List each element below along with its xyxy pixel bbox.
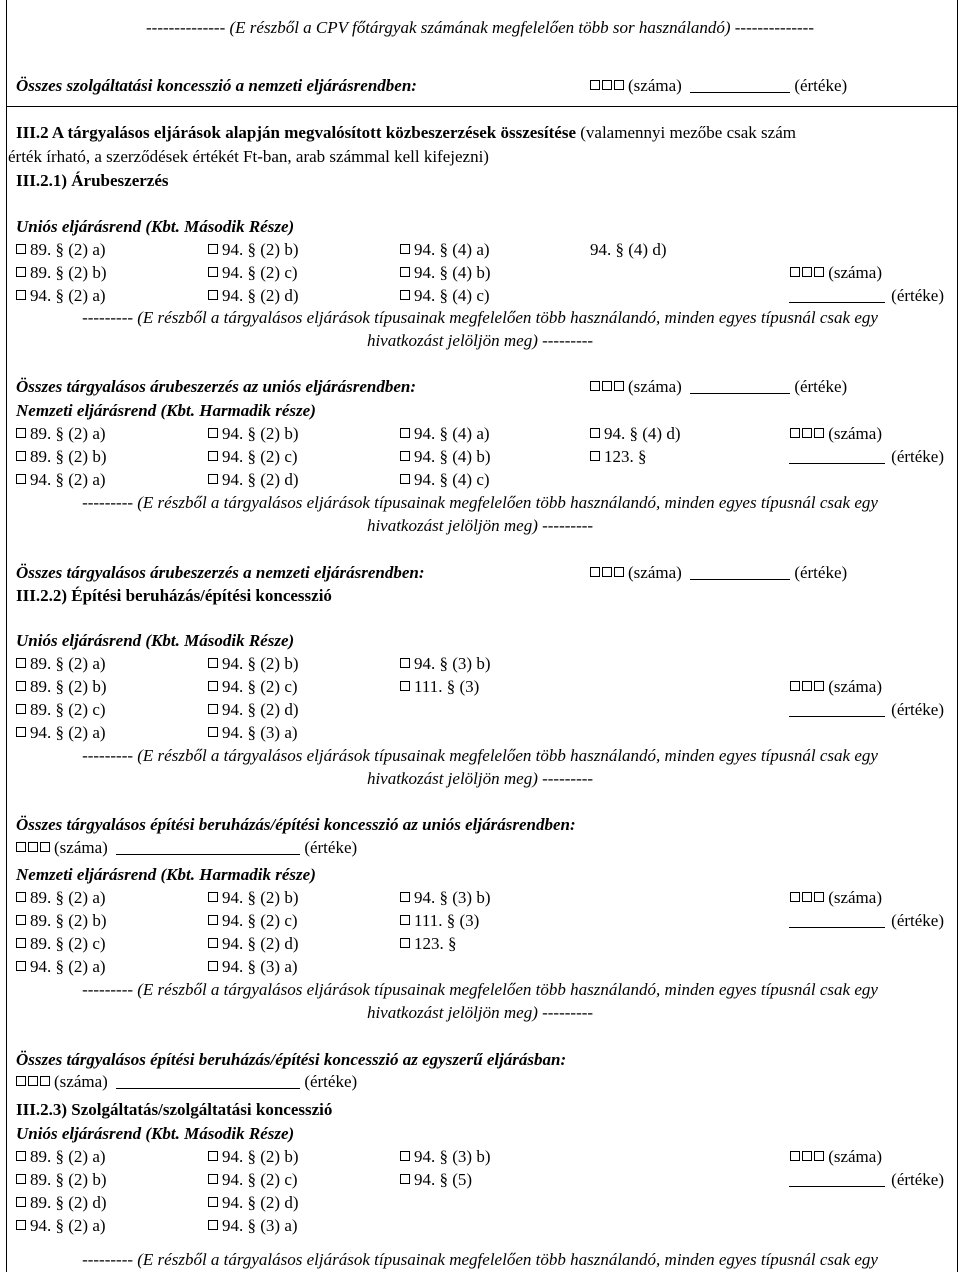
goods-eu-item[interactable]: 94. § (2) d)	[208, 286, 298, 306]
goods-eu-item: 94. § (4) d)	[590, 240, 667, 259]
services-eu-regime: Uniós eljárásrend (Kbt. Második Része)	[16, 1124, 295, 1143]
works-total-eu-fields: (száma) (értéke)	[16, 838, 357, 858]
goods-eu-value[interactable]: (értéke)	[789, 286, 944, 306]
goods-eu-item[interactable]: 94. § (4) a)	[400, 240, 490, 260]
frame-left	[6, 0, 7, 1272]
works-eu-item[interactable]: 94. § (3) b)	[400, 654, 490, 674]
works-nat-value[interactable]: (értéke)	[789, 911, 944, 931]
goods-total-eu-fields: (száma) (értéke)	[590, 377, 847, 397]
section-note-2: érték írható, a szerződések értékét Ft-ban, arab számmal kell kifejezni)	[8, 147, 489, 166]
goods-national-regime: Nemzeti eljárásrend (Kbt. Harmadik része)	[16, 401, 316, 420]
works-eu-item[interactable]: 94. § (2) b)	[208, 654, 298, 674]
goods-eu-item[interactable]: 89. § (2) a)	[16, 240, 106, 260]
repeat-note: hivatkozást jelöljön meg) ---------	[366, 331, 594, 350]
works-eu-item[interactable]: 89. § (2) a)	[16, 654, 106, 674]
goods-eu-item[interactable]: 94. § (4) b)	[400, 263, 490, 283]
goods-eu-item[interactable]: 94. § (2) b)	[208, 240, 298, 260]
works-nat-item[interactable]: 94. § (3) a)	[208, 957, 298, 977]
goods-eu-item[interactable]: 94. § (4) c)	[400, 286, 490, 306]
works-eu-item[interactable]: 94. § (2) c)	[208, 677, 298, 697]
works-title: III.2.2) Építési beruházás/építési koncesszió	[16, 586, 332, 605]
works-eu-item[interactable]: 89. § (2) b)	[16, 677, 106, 697]
works-nat-item[interactable]: 123. §	[400, 934, 457, 954]
works-nat-item[interactable]: 94. § (2) c)	[208, 911, 298, 931]
total-services-national-fields	[590, 76, 847, 96]
works-total-eu-label: Összes tárgyalásos építési beruházás/építési koncesszió az uniós eljárásrendben:	[16, 815, 576, 834]
goods-nat-item[interactable]: 94. § (2) a)	[16, 470, 106, 490]
value-field[interactable]	[690, 78, 790, 93]
works-nat-item[interactable]: 89. § (2) a)	[16, 888, 106, 908]
services-eu-item[interactable]: 94. § (2) b)	[208, 1147, 298, 1167]
section-divider	[6, 106, 958, 107]
goods-nat-item[interactable]: 94. § (4) b)	[400, 447, 490, 467]
services-title: III.2.3) Szolgáltatás/szolgáltatási koncesszió	[16, 1100, 333, 1119]
services-eu-item[interactable]: 94. § (2) a)	[16, 1216, 106, 1236]
goods-nat-value[interactable]: (értéke)	[789, 447, 944, 467]
works-eu-item[interactable]: 89. § (2) c)	[16, 700, 106, 720]
goods-nat-item[interactable]: 89. § (2) b)	[16, 447, 106, 467]
goods-eu-item[interactable]: 89. § (2) b)	[16, 263, 106, 283]
services-eu-item[interactable]: 89. § (2) d)	[16, 1193, 106, 1213]
services-eu-value[interactable]: (értéke)	[789, 1170, 944, 1190]
goods-total-national-label: Összes tárgyalásos árubeszerzés a nemzeti eljárásrendben:	[16, 563, 425, 582]
total-services-national-label: Összes szolgáltatási koncesszió a nemzeti eljárásrendben:	[16, 76, 417, 95]
services-eu-count[interactable]: (száma)	[790, 1147, 882, 1167]
repeat-note: --------- (E részből a tárgyalásos eljárások típusainak megfelelően több használandó, minden egyes típusnál csak egy	[82, 1250, 878, 1269]
section-heading	[16, 123, 796, 143]
works-total-simple-fields: (száma) (értéke)	[16, 1072, 357, 1092]
repeat-note: hivatkozást jelöljön meg) ---------	[366, 1003, 594, 1022]
goods-nat-item[interactable]: 94. § (2) d)	[208, 470, 298, 490]
works-nat-item[interactable]: 94. § (3) b)	[400, 888, 490, 908]
count-boxes[interactable]	[590, 76, 624, 95]
goods-eu-regime: Uniós eljárásrend (Kbt. Második Része)	[16, 217, 295, 236]
repeat-note: --------- (E részből a tárgyalásos eljárások típusainak megfelelően több használandó, minden egyes típusnál csak egy	[82, 308, 878, 327]
goods-title: III.2.1) Árubeszerzés	[16, 171, 169, 190]
goods-nat-item[interactable]: 94. § (4) c)	[400, 470, 490, 490]
works-eu-item[interactable]: 94. § (2) a)	[16, 723, 106, 743]
goods-nat-item[interactable]: 123. §	[590, 447, 647, 467]
works-eu-item[interactable]: 94. § (2) d)	[208, 700, 298, 720]
services-eu-item[interactable]: 94. § (3) b)	[400, 1147, 490, 1167]
works-national-regime: Nemzeti eljárásrend (Kbt. Harmadik része)	[16, 865, 316, 884]
repeat-note: hivatkozást jelöljön meg) ---------	[366, 769, 594, 788]
works-nat-item[interactable]: 89. § (2) b)	[16, 911, 106, 931]
works-nat-item[interactable]: 94. § (2) a)	[16, 957, 106, 977]
works-total-simple-label: Összes tárgyalásos építési beruházás/építési koncesszió az egyszerű eljárásban:	[16, 1050, 567, 1069]
value-label: (értéke)	[794, 76, 848, 95]
goods-eu-count[interactable]: (száma)	[790, 263, 882, 283]
goods-nat-item[interactable]: 94. § (2) b)	[208, 424, 298, 444]
goods-eu-item[interactable]: 94. § (2) c)	[208, 263, 298, 283]
section-note-1: (valamennyi mezőbe csak szám	[580, 123, 796, 142]
works-eu-value[interactable]: (értéke)	[789, 700, 944, 720]
frame-right	[957, 0, 958, 1272]
services-eu-item[interactable]: 94. § (2) c)	[208, 1170, 298, 1190]
goods-total-eu-label: Összes tárgyalásos árubeszerzés az uniós eljárásrendben:	[16, 377, 417, 396]
goods-nat-item[interactable]: 94. § (4) a)	[400, 424, 490, 444]
repeat-note: --------- (E részből a tárgyalásos eljárások típusainak megfelelően több használandó, minden egyes típusnál csak egy	[82, 746, 878, 765]
works-eu-count[interactable]: (száma)	[790, 677, 882, 697]
goods-total-national-fields: (száma) (értéke)	[590, 563, 847, 583]
goods-nat-item[interactable]: 94. § (2) c)	[208, 447, 298, 467]
works-nat-count[interactable]: (száma)	[790, 888, 882, 908]
works-nat-item[interactable]: 94. § (2) b)	[208, 888, 298, 908]
goods-nat-item[interactable]: 89. § (2) a)	[16, 424, 106, 444]
works-eu-item[interactable]: 94. § (3) a)	[208, 723, 298, 743]
services-eu-item[interactable]: 94. § (2) d)	[208, 1193, 298, 1213]
services-eu-item[interactable]: 94. § (5)	[400, 1170, 472, 1190]
services-eu-item[interactable]: 89. § (2) b)	[16, 1170, 106, 1190]
goods-eu-item[interactable]: 94. § (2) a)	[16, 286, 106, 306]
works-nat-item[interactable]: 94. § (2) d)	[208, 934, 298, 954]
repeat-note: --------- (E részből a tárgyalásos eljárások típusainak megfelelően több használandó, minden egyes típusnál csak egy	[82, 980, 878, 999]
works-nat-item[interactable]: 89. § (2) c)	[16, 934, 106, 954]
goods-nat-count[interactable]: (száma)	[790, 424, 882, 444]
goods-nat-item[interactable]: 94. § (4) d)	[590, 424, 680, 444]
services-eu-item[interactable]: 89. § (2) a)	[16, 1147, 106, 1167]
repeat-note: hivatkozást jelöljön meg) ---------	[366, 516, 594, 535]
works-eu-item[interactable]: 111. § (3)	[400, 677, 479, 697]
works-nat-item[interactable]: 111. § (3)	[400, 911, 479, 931]
cpv-repeat-note: -------------- (E részből a CPV főtárgyak számának megfelelően több sor használandó) --------------	[146, 18, 814, 37]
section-title: III.2 A tárgyalásos eljárások alapján megvalósított közbeszerzések összesítése	[16, 123, 576, 142]
works-eu-regime: Uniós eljárásrend (Kbt. Második Része)	[16, 631, 295, 650]
count-label: (száma)	[628, 76, 682, 95]
services-eu-item[interactable]: 94. § (3) a)	[208, 1216, 298, 1236]
repeat-note: --------- (E részből a tárgyalásos eljárások típusainak megfelelően több használandó, minden egyes típusnál csak egy	[82, 493, 878, 512]
